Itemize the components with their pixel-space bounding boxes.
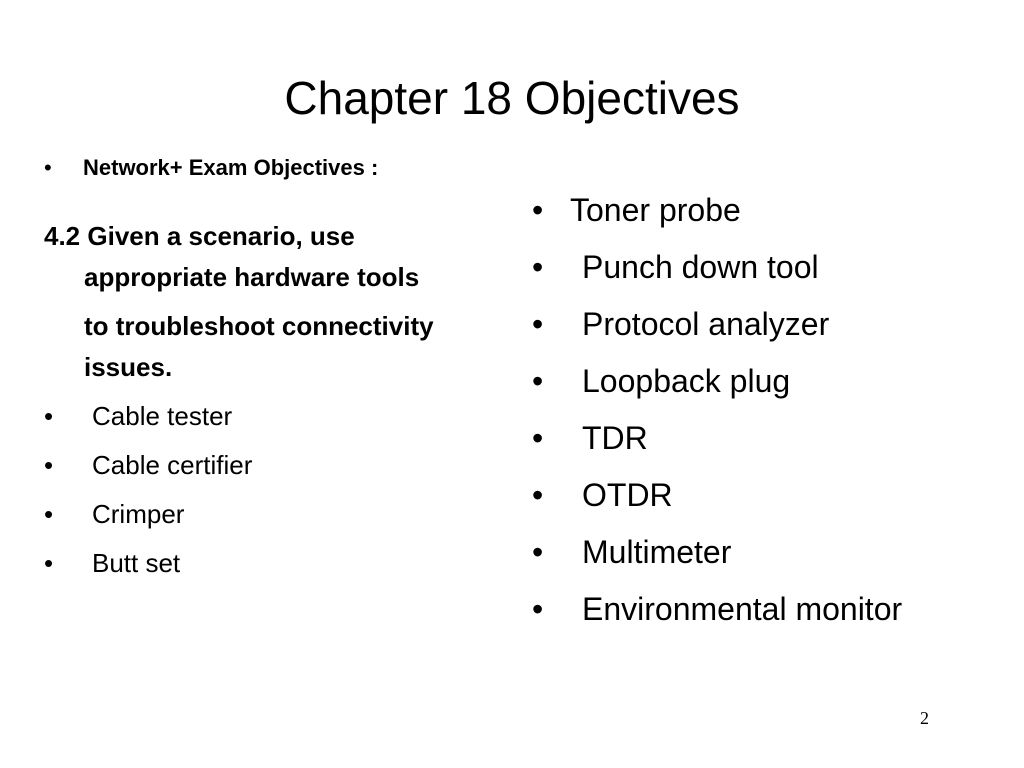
bullet: • xyxy=(532,192,544,228)
bullet: • xyxy=(532,306,544,342)
list-item xyxy=(532,585,972,633)
bullet: • xyxy=(532,249,544,285)
bullet: • xyxy=(44,155,52,180)
list-item xyxy=(532,186,972,234)
list-item xyxy=(44,494,484,535)
list-item xyxy=(532,471,972,519)
right-tool-list xyxy=(532,186,972,642)
list-item-label: Cable certifier xyxy=(92,450,253,480)
list-item-label: Toner probe xyxy=(570,192,741,228)
list-item xyxy=(532,528,972,576)
list-item xyxy=(532,300,972,348)
bullet: • xyxy=(532,420,544,456)
list-item-label: Crimper xyxy=(92,499,185,529)
list-item-label: OTDR xyxy=(582,477,673,513)
bullet: • xyxy=(532,363,544,399)
list-item-label: Punch down tool xyxy=(582,249,819,285)
exam-objectives-heading xyxy=(44,150,484,186)
list-item-label: TDR xyxy=(582,420,648,456)
bullet: • xyxy=(532,534,544,570)
bullet: • xyxy=(44,548,54,578)
bullet: • xyxy=(532,591,544,627)
list-item-label: Protocol analyzer xyxy=(582,306,830,342)
list-item xyxy=(44,396,484,437)
list-item-label: Cable tester xyxy=(92,401,233,431)
list-item xyxy=(532,243,972,291)
page-number: 2 xyxy=(920,708,929,728)
list-item xyxy=(44,445,484,486)
exam-objectives-label: Network+ Exam Objectives : xyxy=(83,155,379,180)
list-item xyxy=(532,357,972,405)
bullet: • xyxy=(44,499,54,529)
list-item-label: Environmental monitor xyxy=(582,591,903,627)
objective-text: 4.2 Given a scenario, use appropriate hardware tools xyxy=(44,221,420,292)
bullet: • xyxy=(532,477,544,513)
left-column xyxy=(44,150,484,592)
list-item-label: Multimeter xyxy=(582,534,732,570)
list-item xyxy=(44,543,484,584)
list-item-label: Butt set xyxy=(92,548,181,578)
bullet: • xyxy=(44,450,54,480)
objective-text-continued: to troubleshoot connectivity issues. xyxy=(84,311,434,382)
bullet: • xyxy=(44,401,54,431)
left-tool-list xyxy=(44,396,484,584)
list-item xyxy=(532,414,972,462)
list-item-label: Loopback plug xyxy=(582,363,791,399)
slide-title: Chapter 18 Objectives xyxy=(284,72,740,124)
